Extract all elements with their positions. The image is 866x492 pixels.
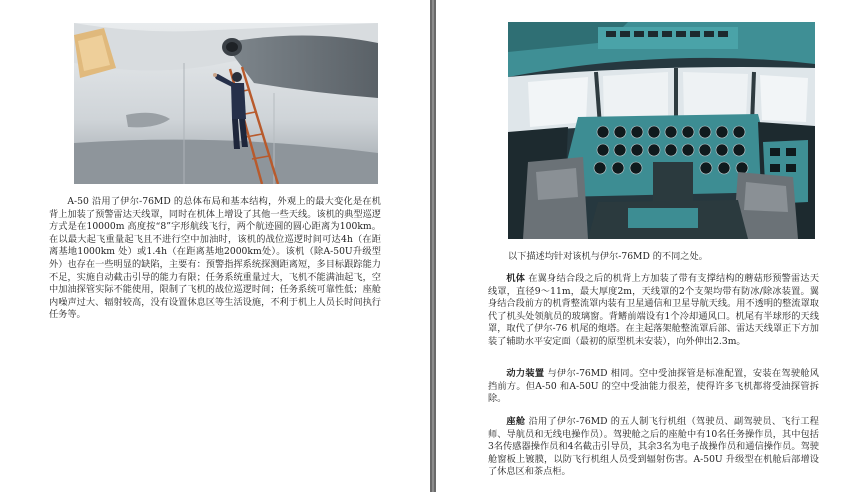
section-powerplant-text: 与伊尔-76MD 相同。空中受油探管是标准配置，安装在驾驶舱风挡前方。但A-50 和A-50U 的空中受油能力很差，使得许多飞机都将受油探管拆除。: [488, 368, 819, 405]
fuselage-illustration: [74, 23, 378, 184]
section-powerplant: [488, 368, 819, 406]
section-cockpit-lead: 座舱: [506, 416, 526, 427]
section-airframe-lead: 机体: [506, 273, 526, 284]
left-page: [0, 0, 430, 492]
right-page: [436, 0, 866, 492]
section-powerplant-lead: 动力装置: [506, 368, 545, 379]
left-body-paragraph: A-50 沿用了伊尔-76MD 的总体布局和基本结构，外观上的最大变化是在机背上加装了预警雷达天线罩，同时在机体上增设了其他一些天线。该机的典型巡逻方式是在10000m 高度按“8”字形航线飞行，两个航迹圆的圆心距离为100km。在以最大起飞重量起飞且不进行空中加油时，该机的战位巡逻时间可达4h（在距离基地1000km 处）或1.4h（在距离基地2000km处）。该机（除A-50U升级型外）也存在一些明显的缺陷，主要有：预警指挥系统探测距离短，多目标跟踪能力不足，实施自动截击引导的能力有限；任务系统重量过大，飞机不能满油起飞，空中加油探管实际不能使用，限制了飞机的战位巡逻时间；任务系统可靠性低；座舱内噪声过大、辐射较高，没有设置休息区等生活设施，不利于机上人员长时间执行任务等。: [49, 196, 381, 321]
cockpit-photo: [508, 22, 815, 239]
section-cockpit-text: 沿用了伊尔-76MD 的五人制飞行机组（驾驶员、副驾驶员、飞行工程师、导航员和无线电操作员）。驾驶舱之后的座舱中有10名任务操作员，其中包括3名传感器操作员和4名截击引导员，其余3名为电子战操作员和通信操作员。驾驶舱窗板上镀膜，以防飞行机组人员受到辐射伤害。A-50U 升级型在机舱后部增设了休息区和茶点柜。: [488, 416, 819, 478]
section-airframe-text: 在翼身结合段之后的机背上方加装了带有支撑结构的蘑菇形预警雷达天线罩，直径9～11m，最大厚度2m，天线罩的2个支架均带有防冰/除冰装置。翼身结合段前方的机背整流罩内装有卫星通信和卫星导航天线。用不透明的整流罩取代了机头处领航员的玻璃窗。背鳍前端设有1个冷却通风口。机尾有半球形的天线罩，取代了伊尔-76 机尾的炮塔。在主起落架舱整流罩后部、雷达天线罩正下方加装了辅助水平安定面（最初的原型机未安装），向外伸出2.3m。: [488, 273, 820, 347]
section-cockpit: [488, 416, 819, 479]
right-intro-text: 以下描述均针对该机与伊尔-76MD 的不同之处。: [508, 251, 708, 262]
section-airframe: [488, 273, 819, 349]
aircraft-fuselage-photo: [74, 23, 378, 184]
cockpit-illustration: [508, 22, 815, 239]
